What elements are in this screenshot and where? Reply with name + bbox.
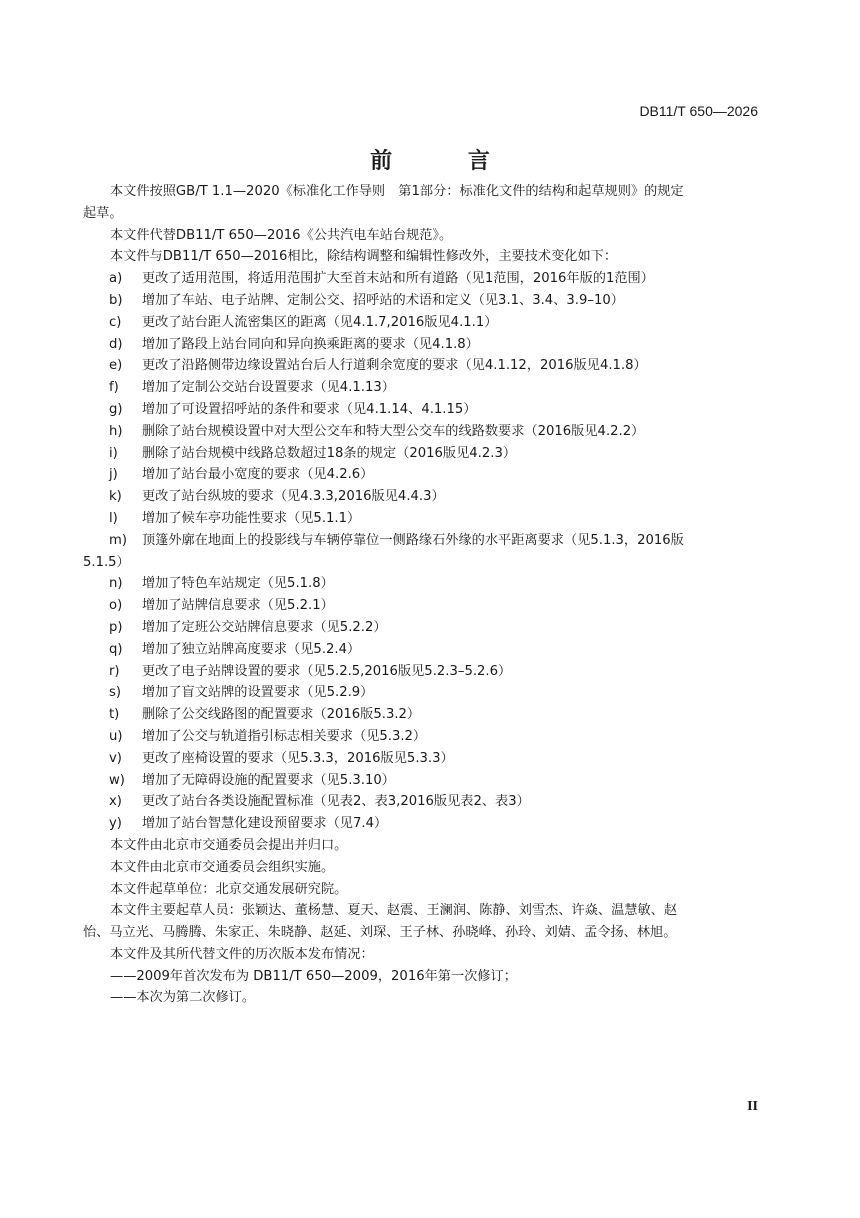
list-item-text: 更改了座椅设置的要求（见5.3.3，2016版见5.3.3） xyxy=(142,750,454,766)
list-item xyxy=(83,290,763,312)
list-item xyxy=(83,573,763,595)
list-item xyxy=(83,595,763,617)
list-item-text: 增加了独立站牌高度要求（见5.2.4） xyxy=(142,641,361,657)
list-marker: n) xyxy=(109,576,123,592)
paragraph: 本文件与DB11/T 650—2016相比，除结构调整和编辑性修改外，主要技术变化如下： xyxy=(110,249,618,265)
list-item-text: 更改了沿路侧带边缘设置站台后人行道剩余宽度的要求（见4.1.12，2016版见4.1.8） xyxy=(142,358,647,374)
paragraph: 本文件由北京市交通委员会提出并归口。 xyxy=(110,837,348,853)
list-item-text: 增加了公交与轨道指引标志相关要求（见5.3.2） xyxy=(142,728,427,744)
list-item-text: 增加了站牌信息要求（见5.2.1） xyxy=(142,598,334,614)
paragraph: 本文件主要起草人员：张颖达、董杨慧、夏天、赵震、王澜润、陈静、刘雪杰、许焱、温慧敏、赵 xyxy=(110,903,678,919)
list-marker: f) xyxy=(109,380,119,396)
list-marker: e) xyxy=(109,358,123,374)
list-marker: v) xyxy=(109,750,122,766)
list-item-text: 更改了站台纵坡的要求（见4.3.3,2016版见4.4.3） xyxy=(142,489,445,505)
list-marker: d) xyxy=(109,336,123,352)
list-item-text: 增加了站台智慧化建设预留要求（见7.4） xyxy=(142,816,388,832)
list-item-text: 增加了定制公交站台设置要求（见4.1.13） xyxy=(142,380,395,396)
document-body xyxy=(83,181,763,1009)
list-item xyxy=(83,464,763,486)
list-item xyxy=(83,421,763,443)
list-marker: r) xyxy=(109,663,120,679)
list-item xyxy=(83,661,763,683)
list-item-text: 更改了电子站牌设置的要求（见5.2.5,2016版见5.2.3–5.2.6） xyxy=(142,663,512,679)
list-item-text: 增加了候车亭功能性要求（见5.1.1） xyxy=(142,510,361,526)
list-marker: p) xyxy=(109,619,123,635)
list-item xyxy=(83,617,763,639)
paragraph-continuation: 5.1.5） xyxy=(83,554,130,570)
list-item-text: 增加了车站、电子站牌、定制公交、招呼站的术语和定义（见3.1、3.4、3.9–10） xyxy=(142,292,624,308)
list-item-text: 更改了站台各类设施配置标准（见表2、表3,2016版见表2、表3） xyxy=(142,794,530,810)
list-marker: h) xyxy=(109,423,123,439)
list-marker: w) xyxy=(109,772,125,788)
list-item xyxy=(83,355,763,377)
paragraph: ——本次为第二次修订。 xyxy=(110,990,256,1006)
list-item xyxy=(83,726,763,748)
list-item-text: 更改了适用范围，将适用范围扩大至首末站和所有道路（见1范围，2016年版的1范围） xyxy=(142,271,654,287)
list-marker: t) xyxy=(109,707,120,723)
list-item xyxy=(83,748,763,770)
doc-code: DB11/T 650—2026 xyxy=(639,103,758,119)
list-item-text: 增加了无障碍设施的配置要求（见5.3.10） xyxy=(142,772,395,788)
paragraph: 本文件起草单位：北京交通发展研究院。 xyxy=(110,881,348,897)
paragraph: 本文件代替DB11/T 650—2016《公共汽电车站台规范》。 xyxy=(110,227,453,243)
list-marker: k) xyxy=(109,489,122,505)
list-item-text: 增加了站台最小宽度的要求（见4.2.6） xyxy=(142,467,374,483)
list-marker: b) xyxy=(109,292,123,308)
list-marker: y) xyxy=(109,816,122,832)
list-marker: x) xyxy=(109,794,122,810)
list-marker: g) xyxy=(109,401,123,417)
list-marker: s) xyxy=(109,685,122,701)
list-item-text: 增加了路段上站台同向和异向换乘距离的要求（见4.1.8） xyxy=(142,336,479,352)
list-item xyxy=(83,813,763,835)
list-item xyxy=(83,486,763,508)
list-marker: a) xyxy=(109,271,123,287)
list-item xyxy=(83,704,763,726)
list-marker: i) xyxy=(109,445,118,461)
list-item-text: 增加了可设置招呼站的条件和要求（见4.1.14、4.1.15） xyxy=(142,401,477,417)
list-item-text: 删除了公交线路图的配置要求（2016版5.3.2） xyxy=(142,707,421,723)
list-item xyxy=(83,770,763,792)
list-item xyxy=(83,312,763,334)
list-item xyxy=(83,443,763,465)
paragraph: 本文件由北京市交通委员会组织实施。 xyxy=(110,859,335,875)
list-item xyxy=(83,268,763,290)
list-item-text: 增加了特色车站规定（见5.1.8） xyxy=(142,576,334,592)
list-marker: q) xyxy=(109,641,123,657)
paragraph: 本文件及其所代替文件的历次版本发布情况： xyxy=(110,946,374,962)
paragraph: ——2009年首次发布为 DB11/T 650—2009，2016年第一次修订； xyxy=(110,968,517,984)
list-item-text: 增加了盲文站牌的设置要求（见5.2.9） xyxy=(142,685,374,701)
list-marker: m) xyxy=(109,532,127,548)
paragraph-continuation: 起草。 xyxy=(83,205,123,221)
list-item-text: 更改了站台距人流密集区的距离（见4.1.7,2016版见4.1.1） xyxy=(142,314,498,330)
list-item-text: 顶篷外廓在地面上的投影线与车辆停靠位一侧路缘石外缘的水平距离要求（见5.1.3，2016版 xyxy=(142,532,684,548)
list-item xyxy=(83,791,763,813)
list-item xyxy=(83,639,763,661)
list-marker: o) xyxy=(109,598,123,614)
page-number: II xyxy=(747,1099,758,1114)
list-item xyxy=(83,682,763,704)
list-marker: l) xyxy=(109,510,118,526)
list-item xyxy=(83,508,763,530)
paragraph-continuation: 怡、马立光、马腾腾、朱家正、朱晓静、赵延、刘琛、王子林、孙晓峰、孙玲、刘婧、孟令扬、林旭。 xyxy=(83,925,677,941)
list-marker: c) xyxy=(109,314,122,330)
list-item-text: 删除了站台规模设置中对大型公交车和特大型公交车的线路数要求（2016版见4.2.2） xyxy=(142,423,645,439)
list-item xyxy=(83,334,763,356)
list-item xyxy=(83,377,763,399)
list-item-text: 删除了站台规模中线路总数超过18条的规定（2016版见4.2.3） xyxy=(142,445,517,461)
paragraph: 本文件按照GB/T 1.1—2020《标准化工作导则 第1部分：标准化文件的结构和起草规则》的规定 xyxy=(110,184,684,199)
page-title: 前 言 xyxy=(370,148,524,174)
list-item xyxy=(83,399,763,421)
list-marker: j) xyxy=(109,467,118,483)
list-marker: u) xyxy=(109,728,123,744)
list-item xyxy=(83,530,763,552)
list-item-text: 增加了定班公交站牌信息要求（见5.2.2） xyxy=(142,619,387,635)
